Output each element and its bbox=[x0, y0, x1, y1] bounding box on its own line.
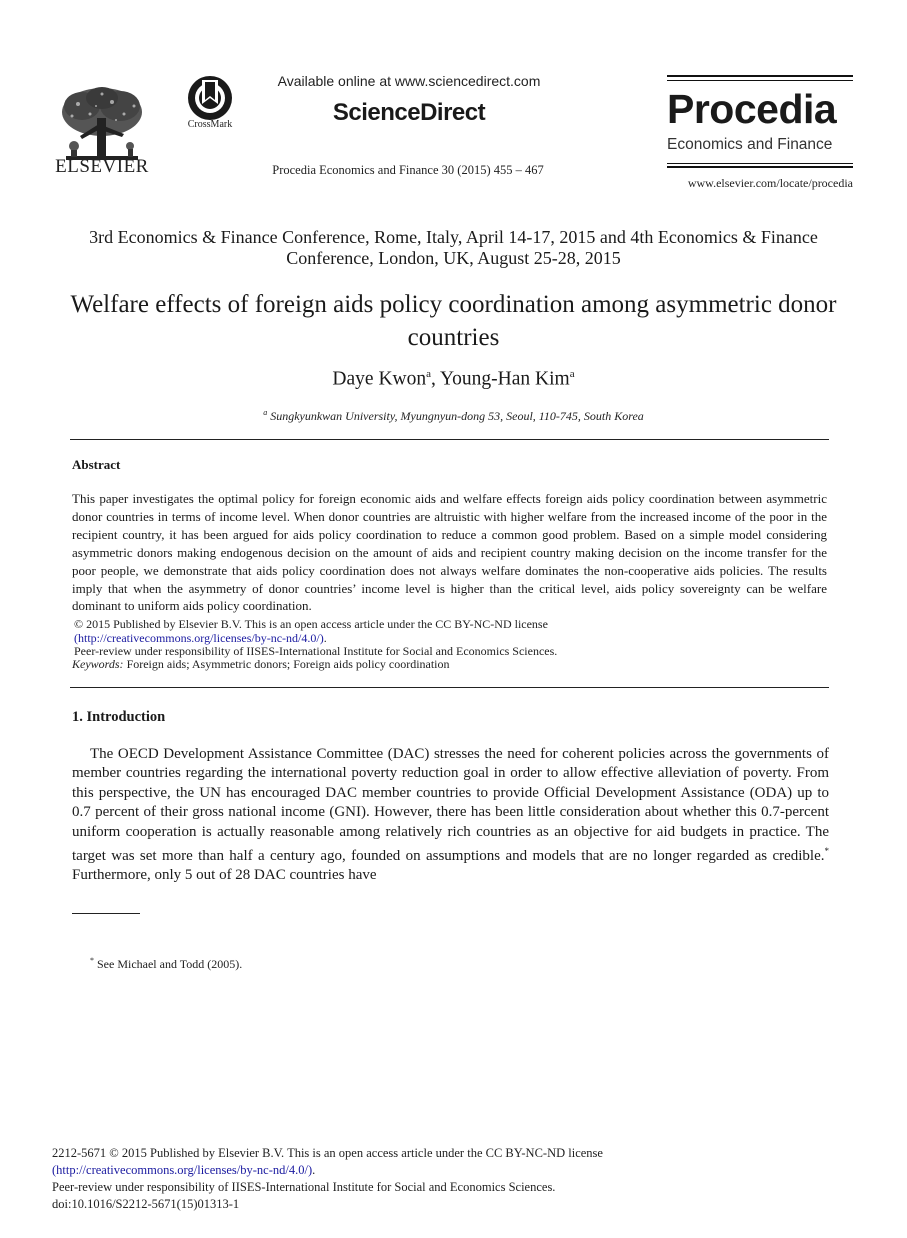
abstract-heading: Abstract bbox=[72, 457, 121, 472]
elsevier-wordmark: ELSEVIER bbox=[55, 156, 149, 177]
affiliation bbox=[60, 408, 847, 424]
author-separator: , bbox=[431, 368, 441, 390]
bottom-license-link[interactable]: (http://creativecommons.org/licenses/by-nc-nd/4.0/) bbox=[52, 1163, 313, 1177]
abstract-body: This paper investigates the optimal policy for foreign economic aids and welfare effects foreign aids policy coordination between asymmetric donor countries in terms of income level. When donor countries are altruistic with higher welfare from the increased income of the poor in the recipient country, it has been argued for aids policy coordination to reduce a common good problem. Based on a simple model considering asymmetric donors making endogenous decision on the amount of aids and recipient country making decision on the income transfer for the poor people, we demonstrate that aids policy coordination does not always welfare dominates the non-cooperative aids policies. The results imply that when the asymmetry of donor countries’ income level is higher than the critical level, aids policy sovereignty can be welfare dominant to uniform aids policy coordination. bbox=[72, 491, 827, 614]
introduction-paragraph bbox=[72, 745, 829, 886]
bottom-license-tail: . bbox=[312, 1163, 316, 1177]
procedia-rule-bottom-2 bbox=[667, 166, 853, 168]
intro-text: The OECD Development Assistance Committee (DAC) stresses the need for coherent policies across the governments of member countries regarding the international poverty reduction goal in order to allow effective alleviation of poverty. From this perspective, the UN has encouraged DAC member countries to provide Official Development Assistance (ODA) up to 0.7 percent of their gross national income (GNI). However, there has been little consideration about whether this 0.7-percent uniform cooperation is actually reasonable among relatively rich countries as an objective for aid budgets in practice. The target was set more than half a century ago, founded on assumptions and models that are no longer regarded as credible. bbox=[72, 746, 829, 865]
procedia-logo: Procedia bbox=[667, 86, 837, 132]
footnote-mark: * bbox=[90, 956, 94, 965]
author-affiliation-mark: a bbox=[426, 368, 431, 380]
conference-line: 3rd Economics & Finance Conference, Rome, Italy, April 14-17, 2015 and 4th Economics & Finance Conference, London, UK, August 25-28, 2015 bbox=[89, 227, 818, 268]
section-heading-introduction: 1. Introduction bbox=[72, 709, 166, 725]
sciencedirect-logo[interactable]: ScienceDirect bbox=[332, 99, 486, 126]
journal-url-link[interactable]: www.elsevier.com/locate/procedia bbox=[687, 176, 853, 190]
affiliation-mark: a bbox=[263, 408, 268, 417]
footnote-text: See Michael and Todd (2005). bbox=[94, 957, 243, 971]
author-affiliation-mark: a bbox=[569, 368, 575, 380]
doi-line[interactable]: doi:10.1016/S2212-5671(15)01313-1 bbox=[52, 1197, 240, 1211]
copyright-line: © 2015 Published by Elsevier B.V. This is an open access article under the CC BY-NC-ND license bbox=[74, 617, 548, 631]
peer-review-line: Peer-review under responsibility of IISES-International Institute for Social and Economics Sciences. bbox=[74, 644, 558, 658]
procedia-rule-top-2 bbox=[667, 80, 853, 81]
footnote-reference[interactable]: * bbox=[824, 846, 829, 857]
footnote bbox=[90, 956, 242, 972]
author-name: Young-Han Kim bbox=[440, 368, 570, 390]
bottom-peer-review: Peer-review under responsibility of IISES-International Institute for Social and Economics Sciences. bbox=[52, 1180, 556, 1194]
intro-text-continued: Furthermore, only 5 out of 28 DAC countries have bbox=[72, 867, 377, 884]
affiliation-text: Sungkyunkwan University, Myungnyun-dong 53, Seoul, 110-745, South Korea bbox=[270, 409, 644, 423]
license-tail: . bbox=[323, 631, 327, 645]
license-link[interactable]: (http://creativecommons.org/licenses/by-nc-nd/4.0/) bbox=[74, 631, 324, 645]
issn-line: 2212-5671 © 2015 Published by Elsevier B.V. This is an open access article under the CC BY-NC-ND license bbox=[52, 1146, 603, 1160]
paper-title: Welfare effects of foreign aids policy coordination among asymmetric donor countries bbox=[70, 291, 837, 351]
keywords-line bbox=[72, 658, 450, 671]
crossmark-label: CrossMark bbox=[187, 119, 233, 130]
journal-reference: Procedia Economics and Finance 30 (2015) 455 – 467 bbox=[272, 163, 544, 177]
available-online-text: Available online at www.sciencedirect.com bbox=[277, 73, 541, 89]
author-name: Daye Kwon bbox=[332, 368, 427, 390]
keywords-text: Foreign aids; Asymmetric donors; Foreign aids policy coordination bbox=[126, 657, 450, 671]
abstract-top-rule bbox=[70, 439, 829, 440]
author-list bbox=[60, 368, 847, 391]
procedia-rule-top-1 bbox=[667, 75, 853, 77]
keywords-label: Keywords: bbox=[72, 657, 124, 671]
procedia-rule-bottom-1 bbox=[667, 163, 853, 164]
footnote-rule bbox=[72, 913, 140, 914]
bottom-license-line bbox=[52, 1162, 315, 1178]
procedia-subtitle: Economics and Finance bbox=[667, 136, 833, 153]
abstract-bottom-rule bbox=[70, 687, 829, 688]
